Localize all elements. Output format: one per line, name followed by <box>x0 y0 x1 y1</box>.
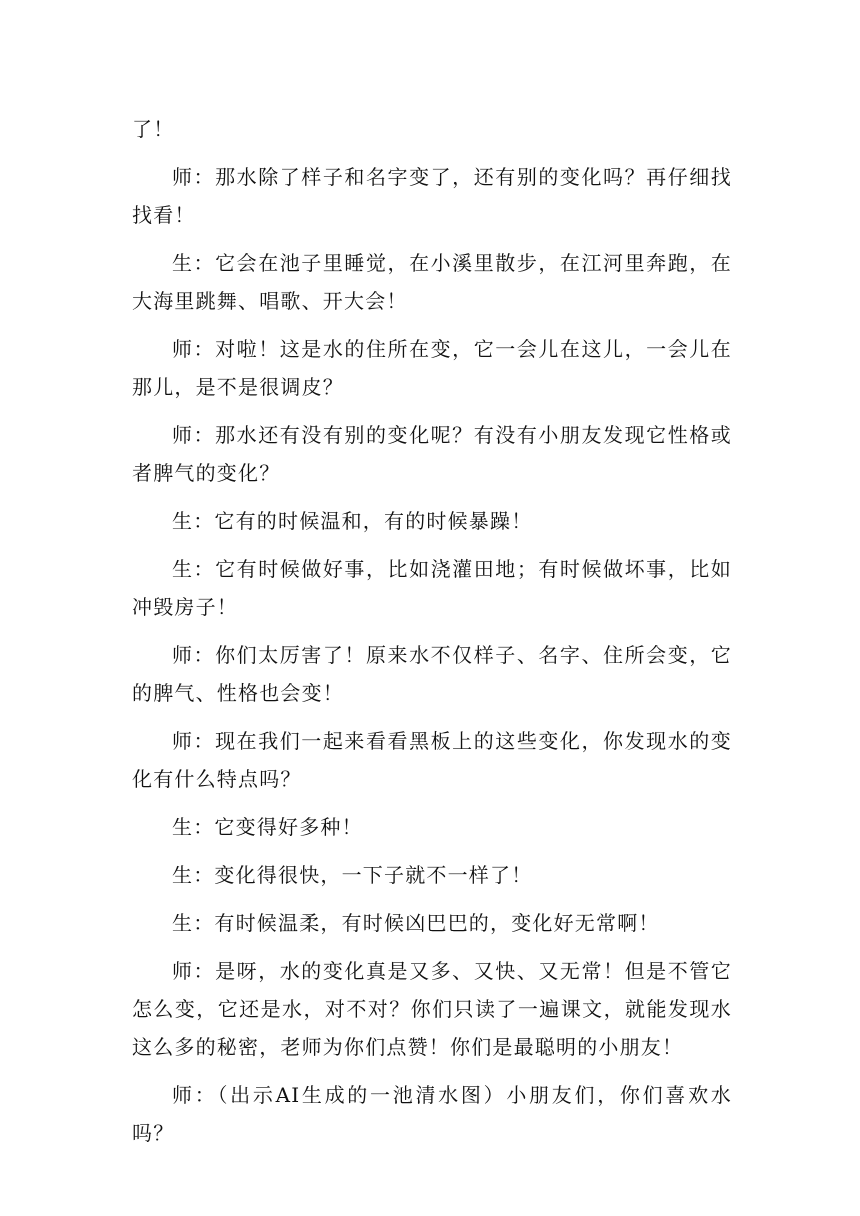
paragraph-teacher: 师：是呀，水的变化真是又多、又快、又无常！但是不管它怎么变，它还是水，对不对？你们只读了一遍课文，就能发现水这么多的秘密，老师为你们点赞！你们是最聪明的小朋友！ <box>132 959 732 1059</box>
paragraph-student: 生：它会在池子里睡觉，在小溪里散步，在江河里奔跑，在大海里跳舞、唱歌、开大会！ <box>132 251 732 313</box>
paragraph-continuation: 了！ <box>132 117 175 141</box>
paragraph-student: 生：它有时候做好事，比如浇灌田地；有时候做坏事，比如冲毁房子！ <box>132 557 732 619</box>
paragraph-student: 生：它有的时候温和，有的时候暴躁！ <box>172 509 533 533</box>
document-body <box>132 110 732 1162</box>
paragraph-teacher: 师：现在我们一起来看看黑板上的这些变化，你发现水的变化有什么特点吗？ <box>132 729 732 791</box>
paragraph-teacher: 师：那水除了样子和名字变了，还有别的变化吗？再仔细找找看！ <box>132 165 732 227</box>
paragraph-teacher: 师：那水还有没有别的变化呢？有没有小朋友发现它性格或者脾气的变化？ <box>132 423 732 485</box>
paragraph-teacher: 师：你们太厉害了！原来水不仅样子、名字、住所会变，它的脾气、性格也会变！ <box>132 643 732 705</box>
paragraph-teacher: 师：对啦！这是水的住所在变，它一会儿在这儿，一会儿在那儿，是不是很调皮？ <box>132 337 732 399</box>
paragraph-student: 生：变化得很快，一下子就不一样了！ <box>172 863 533 887</box>
paragraph-teacher: 师：（出示AI生成的一池清水图）小朋友们，你们喜欢水吗？ <box>132 1083 732 1145</box>
paragraph-student: 生：有时候温柔，有时候凶巴巴的，变化好无常啊！ <box>172 911 660 935</box>
paragraph-student: 生：它变得好多种！ <box>172 815 363 839</box>
